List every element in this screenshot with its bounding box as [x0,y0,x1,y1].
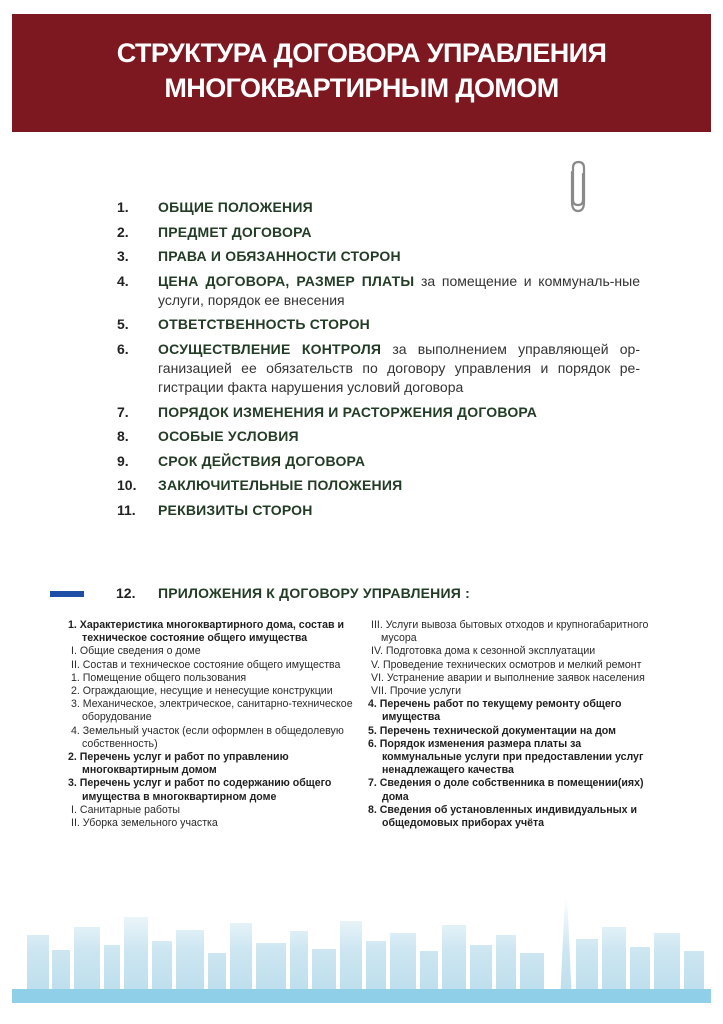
appendix-item: II. Состав и техническое состояние общего имущества [71,658,341,671]
section-number: 11. [117,501,136,518]
section-description: за выполнением управляющей ор-ганизацией ее обязательств по договору управления и порядок ре-гистрации факта нарушения условий договора [158,340,640,395]
section-title: ЗАКЛЮЧИТЕЛЬНЫЕ ПОЛОЖЕНИЯ [158,477,403,494]
section-title: ОТВЕТСТВЕННОСТЬ СТОРОН [158,316,370,333]
appendix-item: 6. Порядок изменения размера платы за коммунальные услуги при предоставлении услуг ненадлежащего качества [368,737,644,777]
section-title: СРОК ДЕЙСТВИЯ ДОГОВОРА [158,452,366,469]
section-title: ЦЕНА ДОГОВОРА, РАЗМЕР ПЛАТЫ [158,272,415,289]
section-number: 10. [117,477,137,494]
section-title: ПРЕДМЕТ ДОГОВОРА [158,223,312,240]
section-item [100,501,640,520]
appendix-item: VII. Прочие услуги [371,685,462,698]
section-title: ОСОБЫЕ УСЛОВИЯ [158,428,299,445]
section-marker [50,591,84,597]
appendix-item: V. Проведение технических осмотров и мелкий ремонт [371,658,642,671]
section-title: ОБЩИЕ ПОЛОЖЕНИЯ [158,199,313,215]
section-title: ОСУЩЕСТВЛЕНИЕ КОНТРОЛЯ [158,340,382,357]
section-item [100,427,640,446]
section-number: 3. [117,248,129,265]
appendix-item: II. Уборка земельного участка [71,817,218,830]
section-title: РЕКВИЗИТЫ СТОРОН [158,501,313,518]
appendix-heading [116,584,470,603]
section-item [100,403,640,422]
appendix-number: 12. [116,585,136,601]
appendix-item: I. Общие сведения о доме [71,645,201,658]
section-item [100,476,640,495]
appendix-item: 8. Сведения об установленных индивидуальных и общедомовых приборах учёта [368,803,638,830]
appendix-item: 1. Характеристика многоквартирного дома, состав и техническое состояние общего имущества [68,619,344,645]
page-title [12,36,711,106]
section-title: ПРАВА И ОБЯЗАННОСТИ СТОРОН [158,248,401,265]
appendix-item: 4. Перечень работ по текущему ремонту общего имущества [368,698,622,724]
section-item [100,247,640,266]
appendix-item: 2. Перечень услуг и работ по управлению многоквартирным домом [68,751,289,777]
section-item [100,198,640,217]
appendix-item: 3. Перечень услуг и работ по содержанию общего имущества в многоквартирном доме [68,777,332,803]
section-number: 6. [117,340,129,357]
appendix-column-left [68,619,358,830]
appendix-item: 3. Механическое, электрическое, санитарно-техническое оборудование [71,698,353,724]
page-title-line-1: СТРУКТУРА ДОГОВОРА УПРАВЛЕНИЯ [116,38,607,68]
contract-sections-list [100,198,640,526]
header-banner [12,14,711,132]
section-description: за помещение и коммуналь-ные услуги, порядок ее внесения [158,272,640,308]
appendix-item: 2. Ограждающие, несущие и ненесущие конструкции [71,685,333,698]
section-number: 5. [117,316,129,333]
section-number: 4. [117,272,129,289]
section-number: 8. [117,428,129,445]
section-item [100,315,640,334]
appendix-item: I. Санитарные работы [71,803,181,816]
appendix-title: ПРИЛОЖЕНИЯ К ДОГОВОРУ УПРАВЛЕНИЯ : [158,585,470,601]
appendix-item: 4. Земельный участок (если оформлен в общедолевую собственность) [71,724,344,750]
appendix-item: 5. Перечень технической документации на дом [368,724,616,737]
appendix-column-right [368,619,658,830]
section-item [100,223,640,242]
section-item [100,272,640,310]
appendix-item: 7. Сведения о доле собственника в помещении(иях) дома [368,777,644,803]
section-title: ПОРЯДОК ИЗМЕНЕНИЯ И РАСТОРЖЕНИЯ ДОГОВОРА [158,403,538,420]
appendix-item: III. Услуги вывоза бытовых отходов и крупногабаритного мусора [371,619,649,645]
section-item [100,452,640,471]
section-item [100,340,640,397]
city-skyline-icon [12,895,711,1003]
section-number: 1. [117,199,129,215]
appendix-item: VI. Устранение аварии и выполнение заявок населения [371,671,645,684]
section-number: 7. [117,403,129,420]
appendix-item: IV. Подготовка дома к сезонной эксплуатации [371,645,596,658]
appendix-item: 1. Помещение общего пользования [71,671,247,684]
page-title-line-2: МНОГОКВАРТИРНЫМ ДОМОМ [164,73,559,103]
section-number: 2. [117,223,129,240]
section-number: 9. [117,452,129,469]
